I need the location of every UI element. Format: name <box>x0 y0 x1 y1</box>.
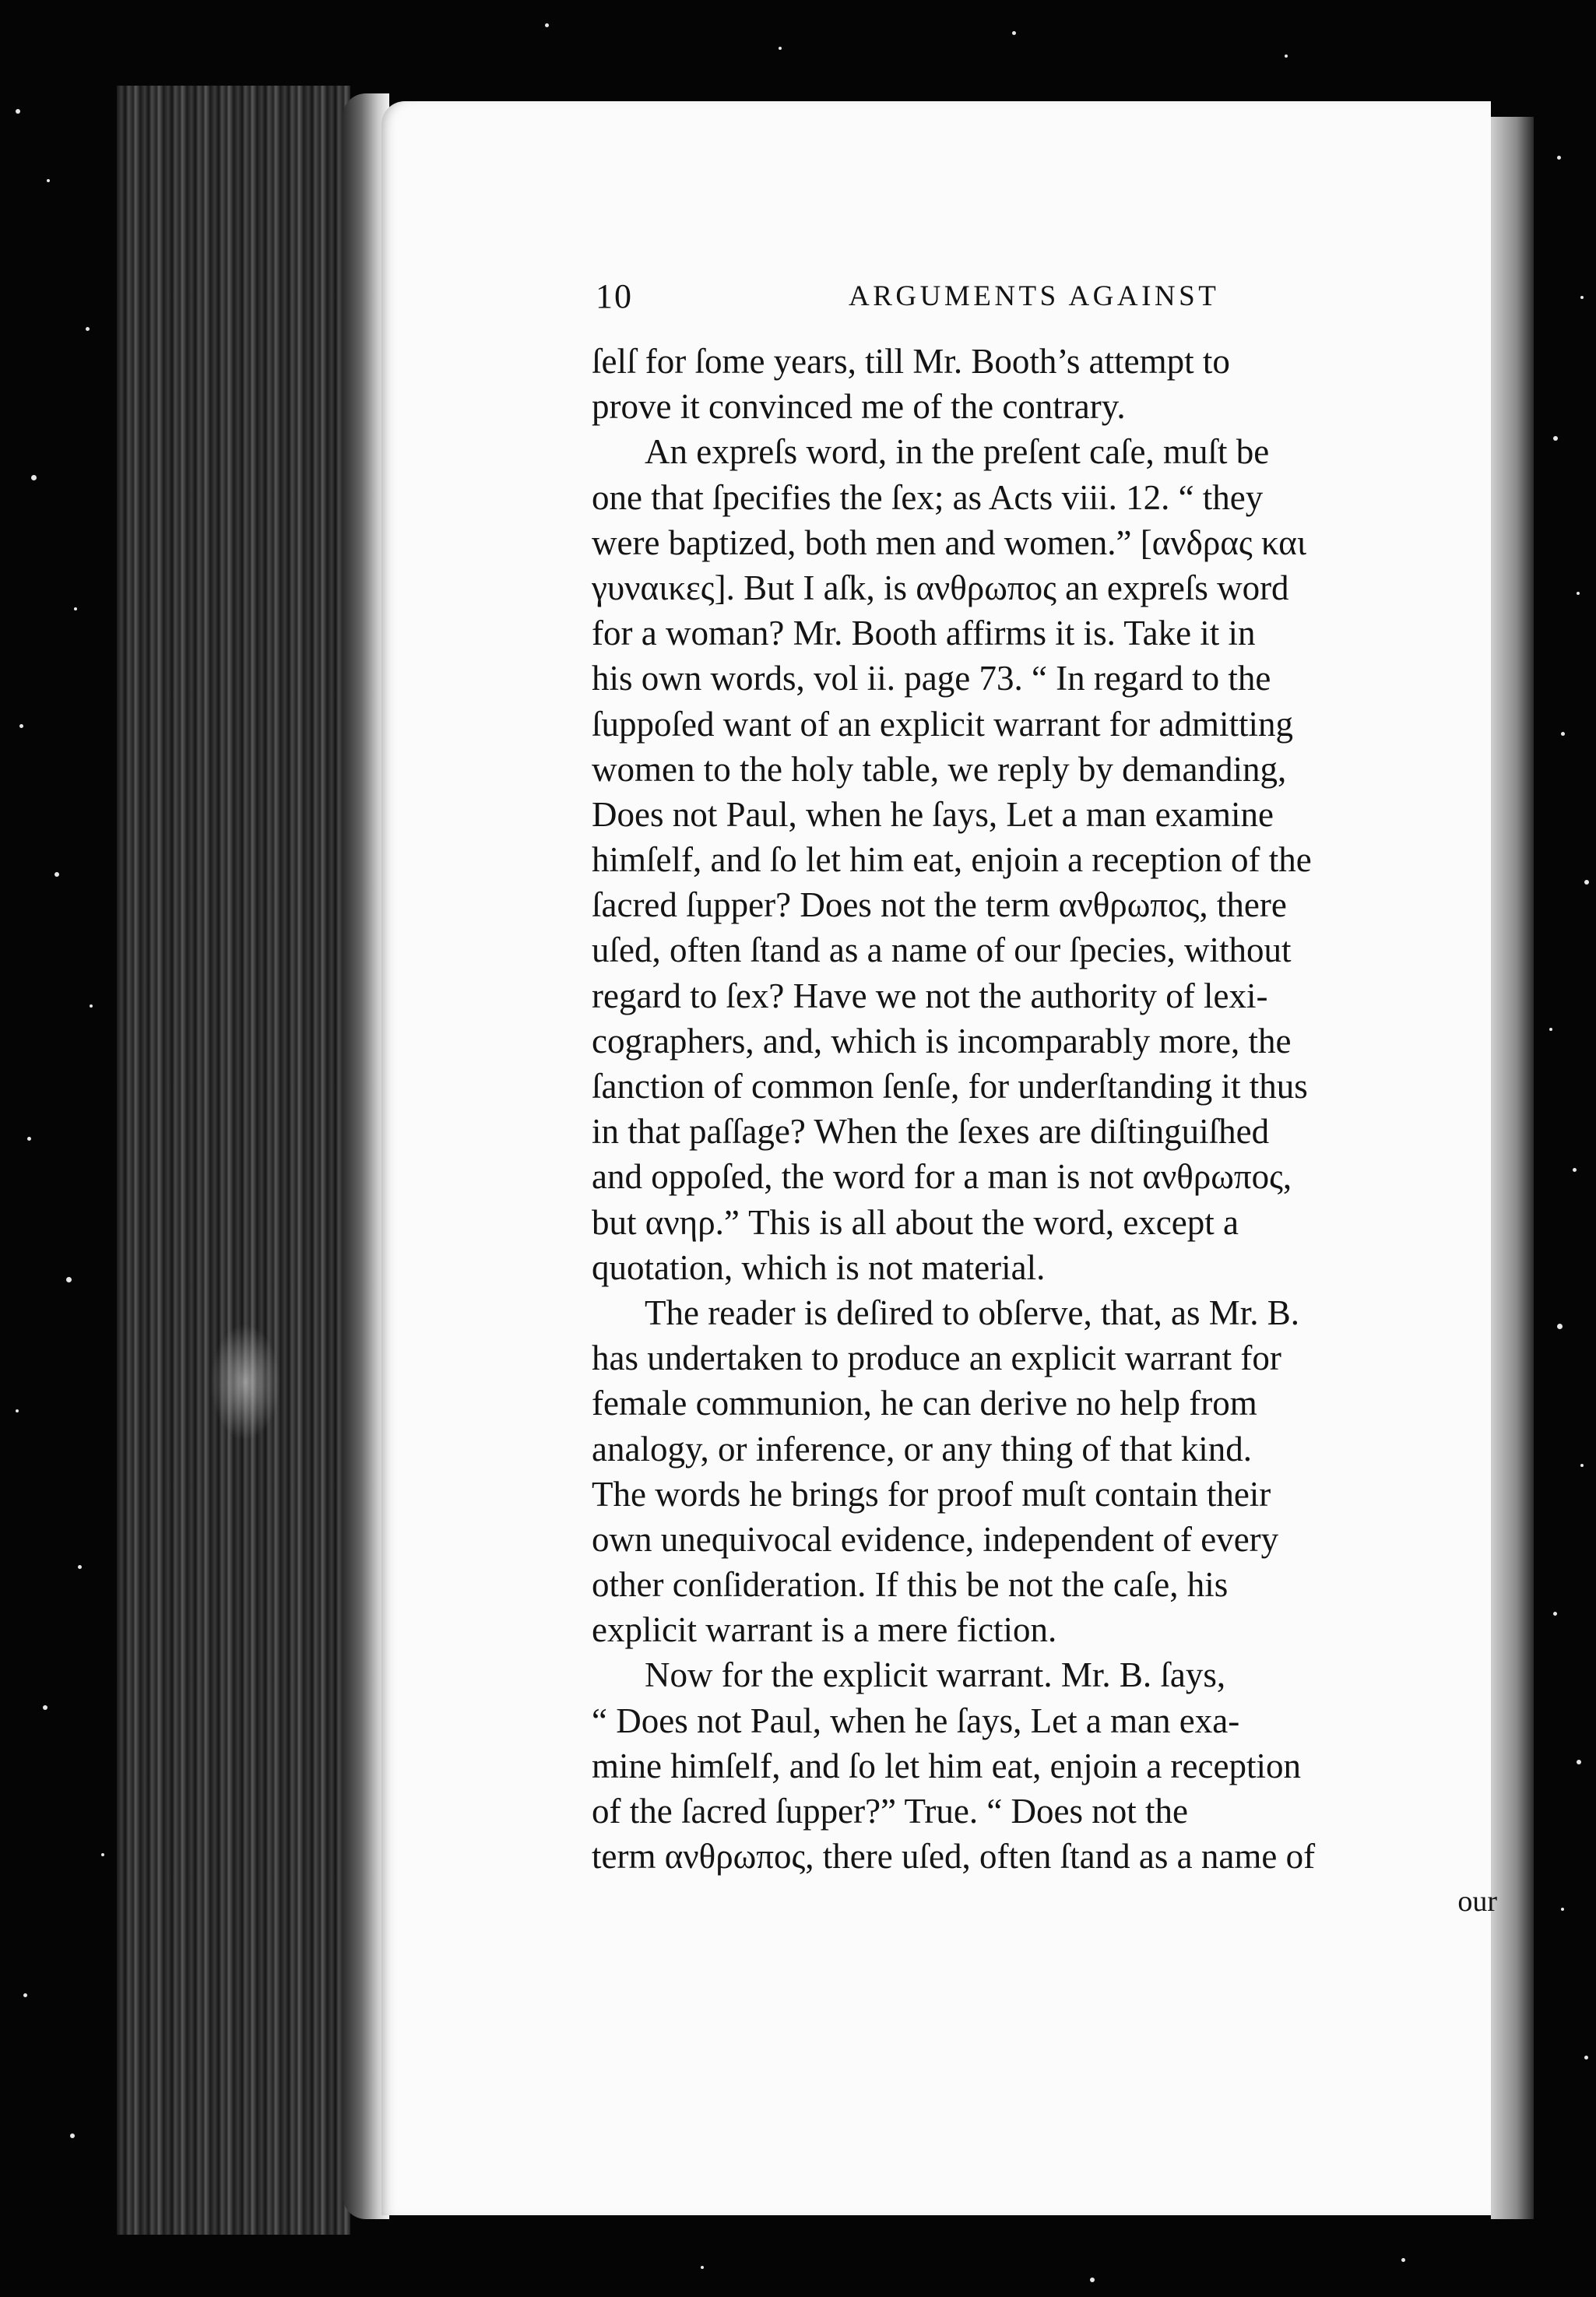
text-line: An expreſs word, in the preſent caſe, muſt be <box>645 432 1270 472</box>
text-line: other conſideration. If this be not the caſe, his <box>592 1565 1229 1605</box>
dust-speck <box>1584 880 1589 885</box>
dust-speck <box>1090 2278 1095 2282</box>
text-line: cographers, and, which is incomparably more, the <box>592 1021 1292 1061</box>
text-line: The reader is deſired to obſerve, that, as Mr. B. <box>645 1293 1299 1332</box>
dust-speck <box>86 327 90 331</box>
text-line: his own words, vol ii. page 73. “ In regard to the <box>592 659 1271 698</box>
text-line: ſelſ for ſome years, till Mr. Booth’s attempt to <box>592 342 1230 381</box>
text-line: prove it convinced me of the contrary. <box>592 387 1126 427</box>
dust-speck <box>701 2266 704 2269</box>
text-line: ſuppoſed want of an explicit warrant for admitting <box>592 704 1293 744</box>
dust-speck <box>1580 296 1584 299</box>
catchword: our <box>1457 1885 1497 1919</box>
dust-speck <box>779 47 782 50</box>
text-line: for a woman? Mr. Booth affirms it is. Take it in <box>592 614 1256 653</box>
dust-speck <box>1577 1760 1581 1764</box>
text-line: of the ſacred ſupper?” True. “ Does not the <box>592 1792 1189 1831</box>
dust-speck <box>1561 732 1565 736</box>
text-line: Now for the explicit warrant. Mr. B. ſays, <box>645 1655 1226 1695</box>
dust-speck <box>1549 1028 1552 1031</box>
dust-speck <box>70 2133 75 2138</box>
text-line: quotation, which is not material. <box>592 1247 1046 1287</box>
dust-speck <box>1553 436 1558 441</box>
dust-speck <box>1285 55 1288 58</box>
dust-speck <box>1557 1324 1563 1329</box>
dust-speck <box>1580 1464 1584 1467</box>
dust-speck <box>78 1565 82 1569</box>
dust-speck <box>19 724 23 728</box>
dust-speck <box>66 1277 72 1282</box>
dust-speck <box>16 1409 19 1412</box>
dust-speck <box>43 1705 47 1710</box>
text-line: explicit warrant is a mere fiction. <box>592 1610 1057 1650</box>
dust-speck <box>101 1853 104 1856</box>
text-line: mine himſelf, and ſo let him eat, enjoin a reception <box>592 1746 1301 1785</box>
dust-speck <box>90 1004 93 1008</box>
text-line: The words he brings for proof muſt contain their <box>592 1474 1271 1514</box>
dust-speck <box>54 872 59 877</box>
dust-speck <box>545 23 549 27</box>
text-line: uſed, often ſtand as a name of our ſpecies, without <box>592 930 1292 970</box>
text-line: but ανηρ.” This is all about the word, except a <box>592 1202 1239 1242</box>
spine-glare <box>210 1324 280 1440</box>
text-line: women to the holy table, we reply by demanding, <box>592 749 1287 789</box>
text-line: Does not Paul, when he ſays, Let a man examine <box>592 794 1274 834</box>
dust-speck <box>1584 2056 1588 2060</box>
text-line: regard to ſex? Have we not the authority of lexi- <box>592 976 1268 1015</box>
text-line: term ανθρωπος, there uſed, often ſtand as a name of <box>592 1837 1316 1877</box>
running-header <box>596 276 1273 323</box>
text-line: ſanction of common ſenſe, for underſtanding it thus <box>592 1067 1308 1106</box>
dust-speck <box>1577 592 1580 595</box>
text-line: analogy, or inference, or any thing of that kind. <box>592 1429 1253 1469</box>
dust-speck <box>16 109 20 114</box>
dust-speck <box>1561 1908 1564 1911</box>
dust-speck <box>1573 1168 1577 1172</box>
text-line: γυναικες]. But I aſk, is ανθρωπος an expreſs word <box>592 568 1289 607</box>
dust-speck <box>1553 1612 1557 1616</box>
text-line: has undertaken to produce an explicit warrant for <box>592 1338 1281 1378</box>
text-line: in that paſſage? When the ſexes are diſtinguiſhed <box>592 1112 1270 1152</box>
body-text <box>592 339 1501 1925</box>
text-line: were baptized, both men and women.” [ανδρας και <box>592 522 1306 562</box>
dust-speck <box>74 607 77 610</box>
text-line: own unequivocal evidence, independent of every <box>592 1519 1279 1559</box>
dust-speck <box>1557 156 1561 160</box>
text-line: ſacred ſupper? Does not the term ανθρωπος, there <box>592 885 1287 925</box>
dust-speck <box>1012 31 1016 35</box>
running-title: ARGUMENTS AGAINST <box>849 280 1220 312</box>
dust-speck <box>27 1137 31 1141</box>
dust-speck <box>31 475 37 480</box>
text-line: one that ſpecifies the ſex; as Acts viii. 12. “ they <box>592 477 1264 517</box>
page-number: 10 <box>596 277 633 315</box>
text-line: female communion, he can derive no help from <box>592 1384 1257 1423</box>
dust-speck <box>23 1993 27 1997</box>
dust-speck <box>47 179 50 182</box>
text-line: himſelf, and ſo let him eat, enjoin a reception of the <box>592 840 1312 880</box>
book-spine <box>117 86 350 2235</box>
text-line: “ Does not Paul, when he ſays, Let a man exa- <box>592 1701 1240 1740</box>
dust-speck <box>1401 2258 1405 2262</box>
text-line: and oppoſed, the word for a man is not ανθρωπος, <box>592 1157 1292 1197</box>
